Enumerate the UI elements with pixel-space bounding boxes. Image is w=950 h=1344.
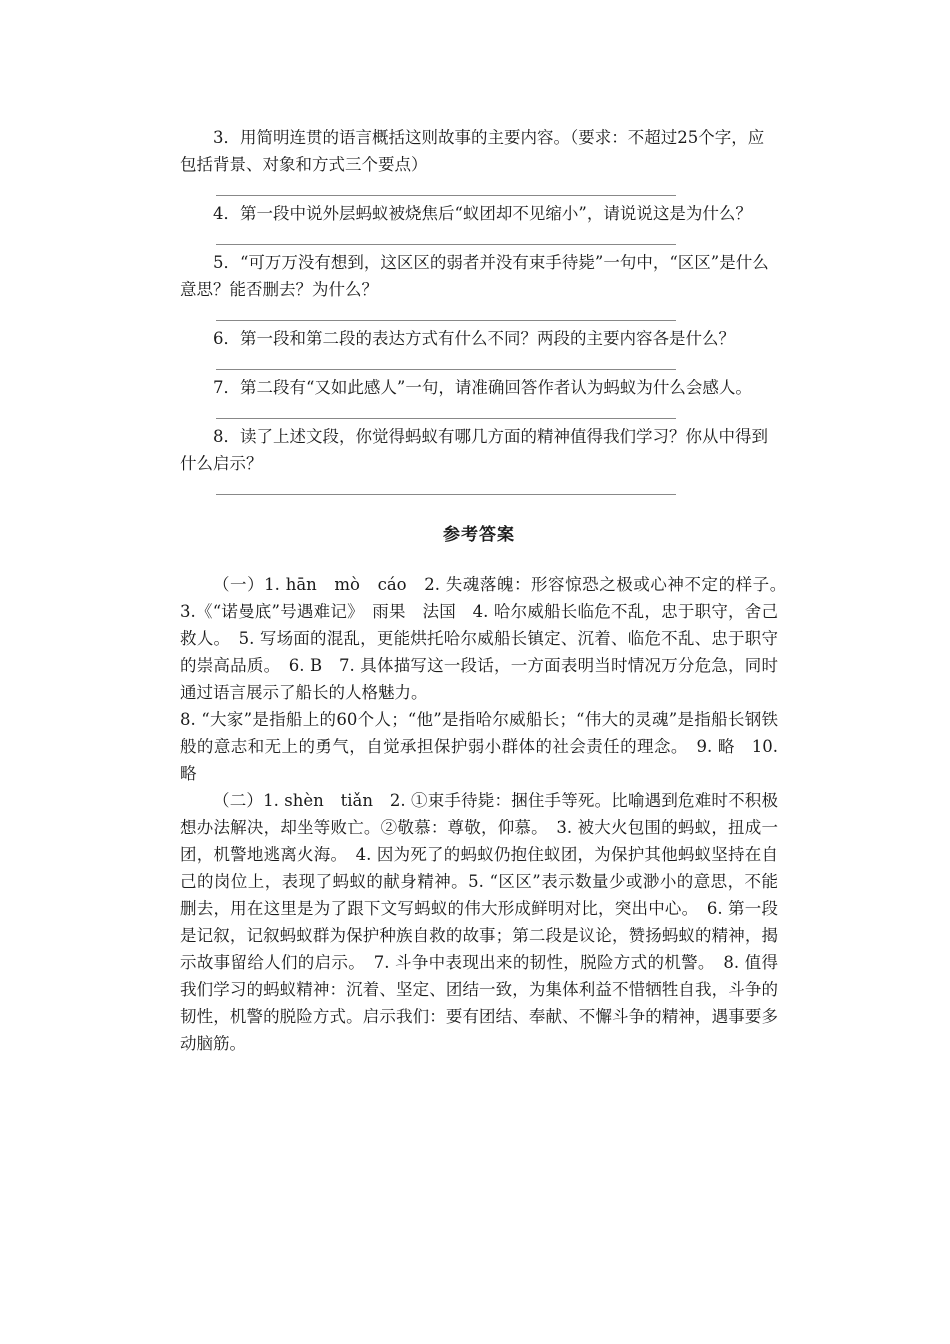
question-7: 7．第二段有“又如此感人”一句，请准确回答作者认为蚂蚁为什么会感人。 [213,378,752,397]
answer-line-7[interactable] [216,401,676,419]
question-3: 3．用简明连贯的语言概括这则故事的主要内容。（要求：不超过25个字，应包括背景、对象和方式三个要点） [180,128,765,174]
question-6: 6．第一段和第二段的表达方式有什么不同？两段的主要内容各是什么？ [213,329,735,348]
answer-line-3[interactable] [216,178,676,196]
question-4: 4．第一段中说外层蚂蚁被烧焦后“蚁团却不见缩小”，请说说这是为什么？ [213,204,752,223]
answer-line-4[interactable] [216,227,676,245]
answer-line-6[interactable] [216,352,676,370]
answers-part-2: （二）1. shèn tiǎn 2. ①束手待毙：捆住手等死。比喻遇到危难时不积极想办法解决，却坐等败亡。②敬慕：尊敬，仰慕。 3. 被大火包围的蚂蚁，扭成一团，机警地逃离火海。 4. 因为死了的蚂蚁仍抱住蚁团，为保护其他蚂蚁坚持在自己的岗位上，表现了蚂蚁的献身精神。5. “区区”表示数量少或渺小的意思，不能删去，用在这里是为了跟下文写蚂蚁的伟大形成鲜明对比，突出中心。 6. 第一段是记叙，记叙蚂蚁群为保护种族自救的故事；第二段是议论，赞扬蚂蚁的精神，揭示故事留给人们的启示。 7. 斗争中表现出来的韧性，脱险方式的机警。 8. 值得我们学习的蚂蚁精神：沉着、坚定、团结一致，为集体利益不惜牺牲自我，斗争的韧性，机警的脱险方式。启示我们：要有团结、奉献、不懈斗争的精神，遇事要多动脑筋。 [180,791,778,1053]
answer-line-5[interactable] [216,303,676,321]
answers-heading: 参考答案 [443,525,515,545]
question-8: 8．读了上述文段，你觉得蚂蚁有哪几方面的精神值得我们学习？你从中得到什么启示？ [180,427,768,473]
document-content [180,124,795,1057]
answers-part-1-continued: 8. “大家”是指船上的60个人；“他”是指哈尔威船长；“伟大的灵魂”是指船长钢铁般的意志和无上的勇气，自觉承担保护弱小群体的社会责任的理念。 9. 略 10. 略 [180,710,778,783]
answer-line-8[interactable] [216,477,676,495]
answers-part-1: （一）1. hān mò cáo 2. 失魂落魄：形容惊恐之极或心神不定的样子。 3.《“诺曼底”号遇难记》 雨果 法国 4. 哈尔威船长临危不乱，忠于职守，舍己救人。 5. 写场面的混乱，更能烘托哈尔威船长镇定、沉着、临危不乱、忠于职守的崇高品质。 6. B 7. 具体描写这一段话，一方面表明当时情况万分危急，同时通过语言展示了船长的人格魅力。 [180,575,795,702]
question-5: 5．“可万万没有想到，这区区的弱者并没有束手待毙”一句中，“区区”是什么意思？能否删去？为什么？ [180,253,769,299]
